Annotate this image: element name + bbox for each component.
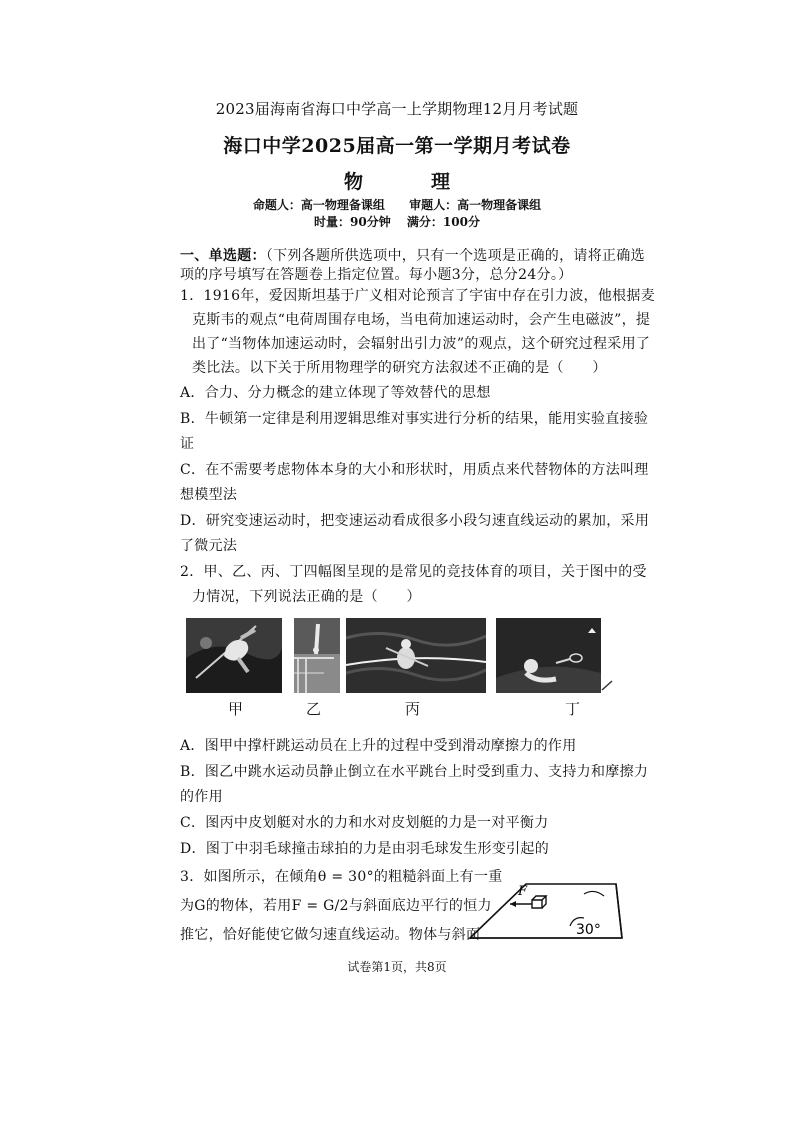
q2-stem-2: 力情况，下列说法正确的是（ ）: [192, 589, 421, 605]
q2-option-a: A．图甲中撑杆跳运动员在上升的过程中受到滑动摩擦力的作用: [180, 738, 577, 754]
photo-pole-vault: [186, 618, 282, 693]
q1-option-d-2: 了微元法: [180, 538, 238, 554]
sports-photos: [186, 618, 616, 693]
photo-diving: [294, 618, 340, 693]
document-title: 2023届海南省海口中学高一上学期物理12月月考试题: [215, 100, 579, 118]
q1-stem-2: 克斯韦的观点“电荷周围存电场，当电荷加速运动时，会产生电磁波”，提: [192, 312, 651, 328]
q1-option-b-1: B．牛顿第一定律是利用逻辑思维对事实进行分析的结果，能用实验直接验: [180, 411, 649, 427]
exam-title: 海口中学2025届高一第一学期月考试卷: [223, 135, 571, 157]
setter: 命题人：高一物理备课组: [252, 198, 385, 212]
caption-ding: 丁: [565, 700, 581, 718]
incline-diagram: [466, 864, 636, 948]
subject-char-2: 理: [431, 171, 451, 193]
q1-stem-3: 出了“当物体加速运动时，会辐射出引力波”的观点，这个研究过程采用了: [192, 336, 651, 352]
section-instruction-line-1: [180, 245, 645, 265]
force-arrowhead: [510, 901, 516, 907]
section-instruction-2: 项的序号填写在答题卷上指定位置。每小题3分，总分24分。）: [180, 267, 573, 283]
page-footer: 试卷第1页，共8页: [347, 960, 447, 974]
block: [532, 896, 546, 908]
exam-time: 时量：90分钟: [314, 215, 391, 229]
q3-line-1: 3．如图所示，在倾角θ = 30°的粗糙斜面上有一重: [180, 869, 503, 885]
q2-option-c: C．图丙中皮划艇对水的力和水对皮划艇的力是一对平衡力: [180, 815, 549, 831]
q3-line-2: 为G的物体，若用F = G/2与斜面底边平行的恒力: [180, 898, 492, 914]
q2-option-b-2: 的作用: [180, 789, 223, 805]
q3-line-3: 推它，恰好能使它做匀速直线运动。物体与斜面: [180, 927, 481, 943]
caption-yi: 乙: [306, 700, 322, 718]
force-label: F: [518, 884, 528, 899]
q1-option-b-2: 证: [180, 436, 195, 452]
q1-stem-4: 类比法。以下关于所用物理学的研究方法叙述不正确的是（ ）: [192, 360, 607, 376]
q2-stem-1: 2．甲、乙、丙、丁四幅图呈现的是常见的竞技体育的项目，关于图中的受: [180, 564, 647, 580]
photo-canoe: [346, 618, 486, 693]
section-heading: 一、单选题：: [180, 248, 266, 264]
subject-title: [0, 167, 794, 194]
timing-line: [0, 213, 794, 230]
caption-jia: 甲: [228, 700, 244, 718]
q1-option-c-1: C．在不需要考虑物体本身的大小和形状时，用质点来代替物体的方法叫理: [180, 462, 649, 478]
subject-char-1: 物: [343, 171, 363, 193]
q1-option-a: A．合力、分力概念的建立体现了等效替代的思想: [180, 385, 491, 401]
angle-label: 30°: [576, 922, 601, 938]
q2-option-d: D．图丁中羽毛球撞击球拍的力是由羽毛球发生形变引起的: [180, 841, 550, 857]
q1-option-c-2: 想模型法: [180, 487, 238, 503]
q1-stem-1: 1．1916年，爱因斯坦基于广义相对论预言了宇宙中存在引力波，他根据麦: [180, 288, 656, 304]
photo-badminton: [496, 618, 601, 693]
section-instruction-1: （下列各题所供选项中，只有一个选项是正确的，请将正确选: [265, 248, 645, 264]
incline-side: [616, 884, 622, 938]
photo-corner-tick: [600, 678, 616, 693]
reviewer: 审题人：高一物理备课组: [409, 198, 542, 212]
angle-arc-top: [584, 891, 604, 896]
authors-line: [0, 196, 794, 213]
q2-option-b-1: B．图乙中跳水运动员静止倒立在水平跳台上时受到重力、支持力和摩擦力: [180, 764, 649, 780]
caption-bing: 丙: [405, 700, 421, 718]
q1-option-d-1: D．研究变速运动时，把变速运动看成很多小段匀速直线运动的累加，采用: [180, 513, 650, 529]
full-score: 满分：100分: [406, 215, 480, 229]
